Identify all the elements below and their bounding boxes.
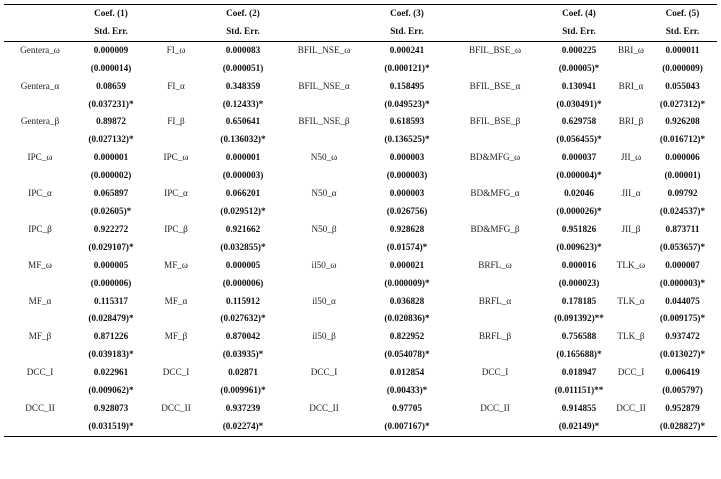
table-row-coefficients <box>4 113 717 131</box>
variable-label: BFIL_BSE_β <box>469 116 521 127</box>
empty-cell <box>4 239 76 257</box>
empty-cell <box>614 239 648 257</box>
coefficient-table <box>4 4 717 437</box>
empty-cell <box>146 310 206 328</box>
coefficient-value: 0.348359 <box>225 80 261 91</box>
empty-cell <box>446 310 544 328</box>
std-error-value: (0.030491)* <box>556 98 602 109</box>
std-error-value: (0.000014) <box>90 62 132 73</box>
std-error-value: (0.053657)* <box>659 241 706 252</box>
empty-cell <box>4 310 76 328</box>
std-error-value: (0.00433)* <box>386 385 428 396</box>
empty-cell <box>4 131 76 149</box>
empty-cell <box>146 239 206 257</box>
std-error-value: (0.026756) <box>386 205 428 216</box>
variable-label: MF_β <box>164 331 188 342</box>
coefficient-value: 0.000007 <box>665 259 700 270</box>
variable-label: BFIL_BSE_ω <box>469 44 521 55</box>
regression-table-container <box>4 4 717 473</box>
variable-label: BRI_ω <box>618 44 644 55</box>
empty-cell <box>614 60 648 78</box>
coefficient-value: 0.000003 <box>389 152 425 163</box>
empty-cell <box>446 96 544 114</box>
coefficient-value: 0.000001 <box>225 152 261 163</box>
empty-cell <box>614 418 648 436</box>
header-row-std-err <box>4 23 717 41</box>
variable-label: BD&MFG_ω <box>469 152 521 163</box>
variable-label: BRI_α <box>618 80 644 91</box>
std-error-value: (0.039183)* <box>88 349 134 360</box>
table-row-std-errors <box>4 131 717 149</box>
variable-label: BD&MFG_α <box>470 188 520 199</box>
std-error-value: (0.049523)* <box>384 98 430 109</box>
std-error-value: (0.027312)* <box>659 98 706 109</box>
std-err-header: Std. Err. <box>648 23 717 41</box>
empty-cell <box>446 203 544 221</box>
variable-label: TLK_α <box>617 295 645 306</box>
coefficient-value: 0.036828 <box>389 295 425 306</box>
coefficient-value: 0.000241 <box>389 44 425 55</box>
std-err-header: Std. Err. <box>206 23 280 41</box>
empty-cell <box>146 60 206 78</box>
coefficient-value: 0.000011 <box>665 44 700 55</box>
coefficient-value: 0.000016 <box>561 259 597 270</box>
empty-cell <box>146 275 206 293</box>
coefficient-value: 0.02046 <box>564 188 594 199</box>
table-row-coefficients <box>4 185 717 203</box>
coefficient-value: 0.012854 <box>389 367 425 378</box>
variable-label: N50_β <box>311 223 337 234</box>
std-error-value: (0.000004)* <box>556 170 602 181</box>
empty-cell <box>614 96 648 114</box>
coefficient-value: 0.937472 <box>665 331 700 342</box>
std-error-value: (0.000002) <box>90 170 132 181</box>
variable-label: DCC_II <box>480 402 510 413</box>
variable-label: BFIL_BSE_α <box>469 80 521 91</box>
empty-cell <box>280 275 368 293</box>
coefficient-value: 0.000005 <box>225 259 261 270</box>
empty-cell <box>280 346 368 364</box>
empty-cell <box>446 239 544 257</box>
coefficient-value: 0.09792 <box>667 188 698 199</box>
std-error-value: (0.165688)* <box>556 349 602 360</box>
variable-label: DCC_I <box>162 367 190 378</box>
variable-label: il50_ω <box>311 259 337 270</box>
variable-label: DCC_II <box>616 402 646 413</box>
variable-label: Gentera_α <box>20 80 60 91</box>
empty-cell <box>280 167 368 185</box>
coef-header: Coef. (3) <box>368 5 446 23</box>
empty-cell <box>280 131 368 149</box>
std-error-value: (0.136032)* <box>220 134 266 145</box>
std-error-value: (0.037231)* <box>88 98 134 109</box>
std-error-value: (0.031519)* <box>76 418 146 436</box>
empty-cell <box>446 346 544 364</box>
header-row-coef <box>4 5 717 23</box>
std-error-value: (0.02274)* <box>206 418 280 436</box>
coefficient-value: 0.000001 <box>93 152 129 163</box>
std-error-value: (0.029512)* <box>220 205 266 216</box>
table-row-std-errors <box>4 239 717 257</box>
empty-cell <box>4 60 76 78</box>
variable-label: BRFL_β <box>478 331 512 342</box>
empty-cell <box>4 382 76 400</box>
variable-label: BRFL_ω <box>478 259 512 270</box>
std-error-value: (0.009062)* <box>88 385 134 396</box>
coefficient-value: 0.08659 <box>96 80 126 91</box>
coefficient-value: 0.000021 <box>389 259 425 270</box>
empty-cell <box>614 203 648 221</box>
std-error-value: (0.027632)* <box>220 313 266 324</box>
empty-cell <box>146 382 206 400</box>
coefficient-value: 0.937239 <box>225 402 261 413</box>
std-error-value: (0.028827)* <box>648 418 717 436</box>
std-error-value: (0.027132)* <box>88 134 134 145</box>
variable-label: JII_β <box>621 223 641 234</box>
std-err-header: Std. Err. <box>544 23 614 41</box>
empty-cell <box>4 203 76 221</box>
coefficient-value: 0.018947 <box>561 367 597 378</box>
table-body <box>4 41 717 436</box>
variable-label: il50_β <box>312 331 336 342</box>
variable-label: IPC_β <box>164 223 188 234</box>
variable-label: MF_β <box>28 331 52 342</box>
empty-cell <box>280 418 368 436</box>
variable-label: BFIL_NSE_α <box>298 80 350 91</box>
variable-label: IPC_ω <box>163 152 189 163</box>
variable-label: MF_α <box>164 295 188 306</box>
variable-label: Gentera_ω <box>20 44 60 55</box>
table-row-coefficients <box>4 221 717 239</box>
empty-cell <box>4 96 76 114</box>
variable-label: MF_ω <box>164 259 188 270</box>
std-error-value: (0.01574)* <box>386 241 428 252</box>
std-error-value: (0.02605)* <box>90 205 132 216</box>
std-error-value: (0.007167)* <box>368 418 446 436</box>
std-error-value: (0.009961)* <box>220 385 266 396</box>
std-error-value: (0.02149)* <box>544 418 614 436</box>
coefficient-value: 0.650641 <box>225 116 261 127</box>
std-error-value: (0.054078)* <box>384 349 430 360</box>
empty-cell <box>280 382 368 400</box>
coefficient-value: 0.115317 <box>94 295 128 306</box>
coefficient-value: 0.044075 <box>665 295 700 306</box>
variable-label: IPC_β <box>28 223 52 234</box>
empty-cell <box>446 60 544 78</box>
table-row-std-errors <box>4 167 717 185</box>
variable-label: DCC_II <box>161 402 191 413</box>
std-error-value: (0.016712)* <box>659 134 706 145</box>
table-row-std-errors <box>4 60 717 78</box>
table-row-std-errors <box>4 203 717 221</box>
empty-cell <box>614 382 648 400</box>
variable-label: MF_ω <box>28 259 52 270</box>
variable-label: DCC_I <box>617 367 645 378</box>
table-row-coefficients <box>4 257 717 275</box>
std-error-value: (0.000051) <box>222 62 264 73</box>
empty-cell <box>280 310 368 328</box>
empty-cell <box>146 346 206 364</box>
table-row-std-errors <box>4 418 717 436</box>
std-error-value: (0.000006) <box>222 277 264 288</box>
variable-label: DCC_I <box>26 367 54 378</box>
coefficient-value: 0.871226 <box>93 331 129 342</box>
variable-label: BRI_β <box>618 116 644 127</box>
empty-cell <box>146 418 206 436</box>
variable-label: JII_ω <box>620 152 642 163</box>
table-row-std-errors <box>4 346 717 364</box>
table-row-coefficients <box>4 149 717 167</box>
empty-cell <box>446 167 544 185</box>
table-row-coefficients <box>4 293 717 311</box>
std-error-value: (0.091392)** <box>554 313 604 324</box>
empty-cell <box>4 275 76 293</box>
coefficient-value: 0.926208 <box>665 116 700 127</box>
table-row-coefficients <box>4 364 717 382</box>
variable-label: BFIL_NSE_β <box>298 116 350 127</box>
coefficient-value: 0.000005 <box>93 259 129 270</box>
coefficient-value: 0.006419 <box>665 367 700 378</box>
std-error-value: (0.011151)** <box>554 385 604 396</box>
std-error-value: (0.000121)* <box>384 62 430 73</box>
std-error-value: (0.00001) <box>664 170 701 181</box>
std-error-value: (0.013027)* <box>659 349 706 360</box>
coefficient-value: 0.89872 <box>96 116 126 127</box>
empty-cell <box>280 239 368 257</box>
empty-cell <box>446 275 544 293</box>
variable-label: IPC_ω <box>27 152 53 163</box>
coefficient-value: 0.000003 <box>389 188 425 199</box>
std-error-value: (0.000006) <box>90 277 132 288</box>
coefficient-value: 0.922272 <box>93 223 129 234</box>
coefficient-value: 0.870042 <box>225 331 261 342</box>
empty-cell <box>146 203 206 221</box>
variable-label: IPC_α <box>28 188 52 199</box>
coefficient-value: 0.022961 <box>93 367 129 378</box>
std-err-header: Std. Err. <box>368 23 446 41</box>
std-error-value: (0.000009) <box>662 62 703 73</box>
coefficient-value: 0.928073 <box>93 402 129 413</box>
variable-label: N50_ω <box>310 152 338 163</box>
std-error-value: (0.032855)* <box>220 241 266 252</box>
std-error-value: (0.000026)* <box>556 205 602 216</box>
coefficient-value: 0.618593 <box>389 116 425 127</box>
std-error-value: (0.000003)* <box>659 277 706 288</box>
coefficient-value: 0.065897 <box>93 188 129 199</box>
table-row-coefficients <box>4 400 717 418</box>
coefficient-value: 0.952879 <box>665 402 700 413</box>
std-error-value: (0.000009)* <box>384 277 430 288</box>
coef-header: Coef. (1) <box>76 5 146 23</box>
empty-cell <box>614 167 648 185</box>
std-error-value: (0.005797) <box>662 385 703 396</box>
table-row-std-errors <box>4 96 717 114</box>
std-error-value: (0.000023) <box>558 277 600 288</box>
coefficient-value: 0.178185 <box>561 295 597 306</box>
std-error-value: (0.000003) <box>386 170 428 181</box>
coefficient-value: 0.066201 <box>225 188 261 199</box>
empty-cell <box>280 203 368 221</box>
coefficient-value: 0.000083 <box>225 44 261 55</box>
variable-label: BRFL_α <box>478 295 512 306</box>
coefficient-value: 0.914855 <box>561 402 597 413</box>
coefficient-value: 0.055043 <box>665 80 700 91</box>
std-error-value: (0.000003) <box>222 170 264 181</box>
coefficient-value: 0.000225 <box>561 44 597 55</box>
empty-cell <box>4 346 76 364</box>
std-error-value: (0.029107)* <box>88 241 134 252</box>
variable-label: BFIL_NSE_ω <box>297 44 351 55</box>
empty-cell <box>4 167 76 185</box>
variable-label: TLK_ω <box>616 259 646 270</box>
std-error-value: (0.009175)* <box>659 313 706 324</box>
coefficient-value: 0.000037 <box>561 152 597 163</box>
empty-cell <box>614 310 648 328</box>
variable-label: DCC_II <box>25 402 55 413</box>
table-row-std-errors <box>4 275 717 293</box>
variable-label: N50_α <box>311 188 337 199</box>
std-error-value: (0.056455)* <box>556 134 602 145</box>
std-error-value: (0.00005)* <box>558 62 600 73</box>
table-row-std-errors <box>4 310 717 328</box>
coefficient-value: 0.629758 <box>561 116 597 127</box>
empty-cell <box>446 131 544 149</box>
variable-label: BD&MFG_β <box>470 223 520 234</box>
empty-cell <box>614 346 648 364</box>
variable-label: DCC_I <box>481 367 509 378</box>
table-row-coefficients <box>4 41 717 59</box>
coefficient-value: 0.928628 <box>389 223 425 234</box>
table-row-coefficients <box>4 78 717 96</box>
std-err-header: Std. Err. <box>76 23 146 41</box>
table-row-std-errors <box>4 382 717 400</box>
std-error-value: (0.009623)* <box>556 241 602 252</box>
empty-cell <box>614 131 648 149</box>
variable-label: FI_α <box>167 80 185 91</box>
coef-header: Coef. (5) <box>648 5 717 23</box>
empty-cell <box>280 96 368 114</box>
variable-label: MF_α <box>28 295 52 306</box>
variable-label: TLK_β <box>617 331 645 342</box>
std-error-value: (0.03935)* <box>222 349 264 360</box>
coefficient-value: 0.115912 <box>226 295 260 306</box>
coefficient-value: 0.158495 <box>389 80 425 91</box>
empty-cell <box>146 96 206 114</box>
coef-header: Coef. (2) <box>206 5 280 23</box>
coefficient-value: 0.000009 <box>93 44 129 55</box>
std-error-value: (0.136525)* <box>384 134 430 145</box>
empty-cell <box>146 167 206 185</box>
coefficient-value: 0.873711 <box>665 223 700 234</box>
variable-label: DCC_I <box>310 367 338 378</box>
empty-cell <box>280 60 368 78</box>
coefficient-value: 0.822952 <box>389 331 425 342</box>
empty-cell <box>446 382 544 400</box>
std-error-value: (0.020836)* <box>384 313 430 324</box>
empty-cell <box>446 418 544 436</box>
empty-cell <box>614 275 648 293</box>
empty-cell <box>146 131 206 149</box>
coefficient-value: 0.921662 <box>225 223 261 234</box>
std-error-value: (0.12433)* <box>222 98 264 109</box>
coefficient-value: 0.130941 <box>561 80 597 91</box>
coef-header: Coef. (4) <box>544 5 614 23</box>
variable-label: FI_ω <box>166 44 186 55</box>
variable-label: Gentera_β <box>20 116 60 127</box>
std-error-value: (0.024537)* <box>659 205 706 216</box>
variable-label: IPC_α <box>164 188 188 199</box>
std-error-value: (0.028479)* <box>88 313 134 324</box>
variable-label: JII_α <box>621 188 641 199</box>
coefficient-value: 0.97705 <box>392 402 422 413</box>
empty-cell <box>4 418 76 436</box>
coefficient-value: 0.000006 <box>665 152 700 163</box>
coefficient-value: 0.756588 <box>561 331 597 342</box>
table-row-coefficients <box>4 328 717 346</box>
coefficient-value: 0.951826 <box>561 223 597 234</box>
variable-label: il50_α <box>312 295 336 306</box>
variable-label: FI_β <box>167 116 185 127</box>
coefficient-value: 0.02871 <box>228 367 258 378</box>
variable-label: DCC_II <box>309 402 339 413</box>
